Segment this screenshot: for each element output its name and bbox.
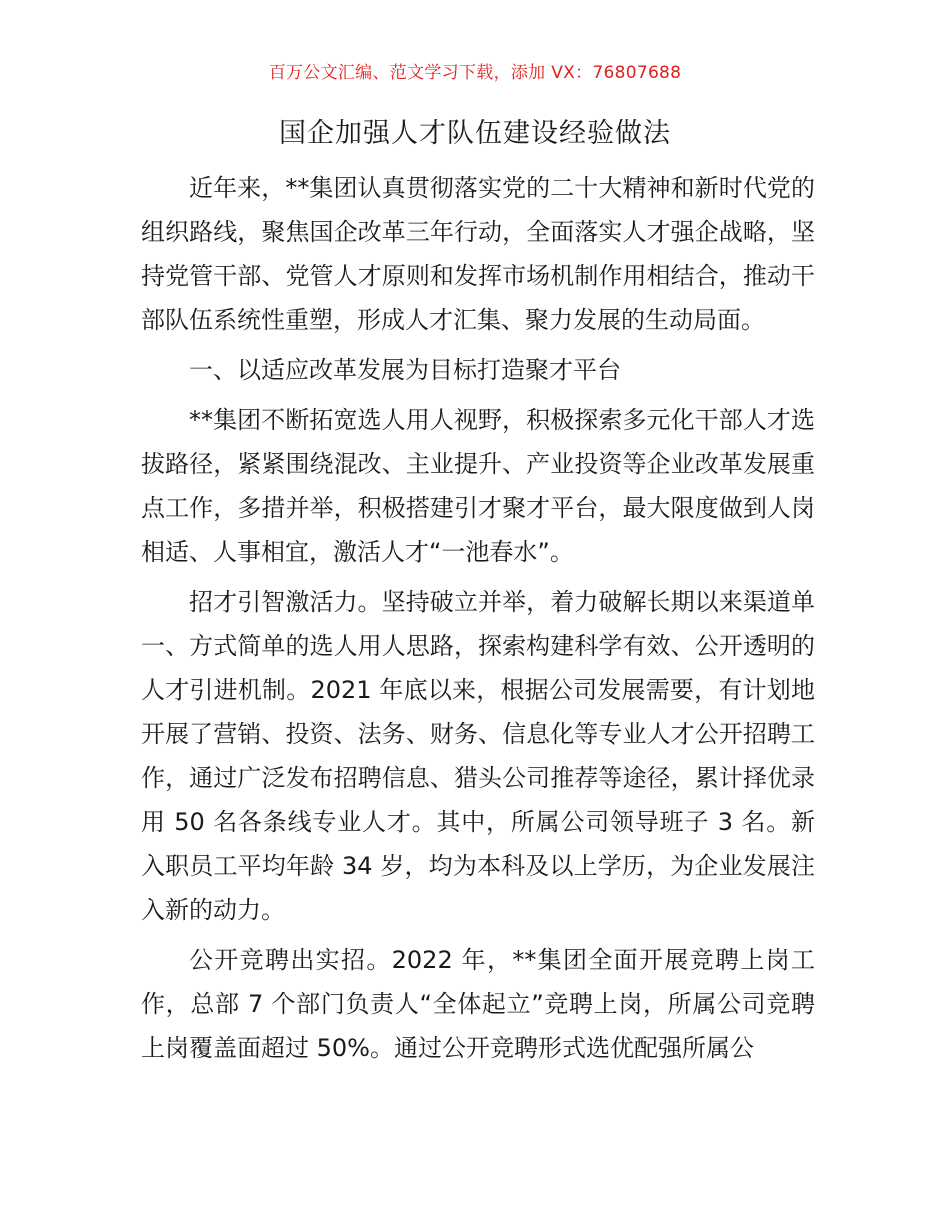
paragraph-open-competition: 公开竞聘出实招。2022 年，**集团全面开展竞聘上岗工作，总部 7 个部门负责人“全体起立”竞聘上岗，所属公司竞聘上岗覆盖面超过 50%。通过公开竞聘形式选优配强所属公 [141,946,815,1062]
watermark-header: 百万公文汇编、范文学习下载，添加 VX：76807688 [268,63,682,83]
section-heading-1: 一、以适应改革发展为目标打造聚才平台 [189,356,621,384]
document-body [141,166,815,1070]
paragraph-section-1-summary: **集团不断拓宽选人用人视野，积极探索多元化干部人才选拔路径，紧紧围绕混改、主业提升、产业投资等企业改革发展重点工作，多措并举，积极搭建引才聚才平台，最大限度做到人岗相适、人事相宜，激活人才“一池春水”。 [141,406,815,566]
paragraph-intro: 近年来，**集团认真贯彻落实党的二十大精神和新时代党的组织路线，聚焦国企改革三年行动，全面落实人才强企战略，坚持党管干部、党管人才原则和发挥市场机制作用相结合，推动干部队伍系统性重塑，形成人才汇集、聚力发展的生动局面。 [141,174,815,334]
paragraph-talent-recruitment: 招才引智激活力。坚持破立并举，着力破解长期以来渠道单一、方式简单的选人用人思路，探索构建科学有效、公开透明的人才引进机制。2021 年底以来，根据公司发展需要，有计划地开展了营销、投资、法务、财务、信息化等专业人才公开招聘工作，通过广泛发布招聘信息、猎头公司推荐等途径，累计择优录用 50 名各条线专业人才。其中，所属公司领导班子 3 名。新入职员工平均年龄 34 岁，均为本科及以上学历，为企业发展注入新的动力。 [141,588,815,924]
document-title: 国企加强人才队伍建设经验做法 [279,118,671,149]
